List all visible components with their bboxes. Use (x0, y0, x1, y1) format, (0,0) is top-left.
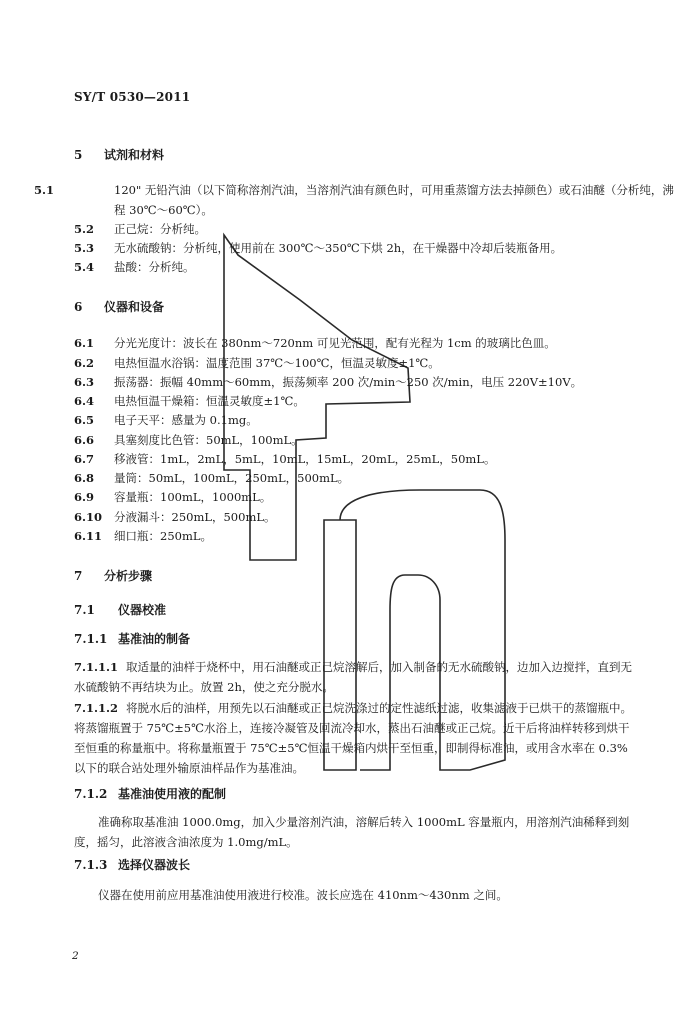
item-6-10: 6.10 分液漏斗：250mL，500mL。 (74, 510, 276, 524)
para-7-1-3: 仪器在使用前应用基准油使用液进行校准。波长应选在 410nm～430nm 之间。 (98, 888, 508, 902)
para-7-1-2: 准确称取基准油 1000.0mg，加入少量溶剂汽油，溶解后转入 1000mL 容量瓶内，用溶剂汽油稀释到刻度，摇匀，此溶液含油浓度为 1.0mg/mL。 (74, 815, 630, 849)
item-6-6: 6.6 具塞刻度比色管：50mL，100mL。 (74, 433, 303, 447)
item-6-1: 6.1 分光光度计：波长在 380nm～720nm 可见光范围，配有光程为 1cm 的玻璃比色皿。 (74, 336, 556, 350)
section-7-1-1-title: 7.1.1 基准油的制备 (74, 632, 191, 646)
item-6-4: 6.4 电热恒温干燥箱：恒温灵敏度±1℃。 (74, 394, 305, 408)
item-6-5: 6.5 电子天平：感量为 0.1mg。 (74, 413, 258, 427)
item-5-4: 5.4 盐酸：分析纯。 (74, 260, 195, 274)
item-6-7: 6.7 移液管：1mL，2mL，5mL，10mL，15mL，20mL，25mL，50mL。 (74, 452, 496, 466)
item-5-2: 5.2 正己烷：分析纯。 (74, 222, 206, 236)
item-6-8: 6.8 量筒：50mL，100mL，250mL，500mL。 (74, 471, 350, 485)
item-5-1: 5.1 120" 无铅汽油（以下简称溶剂汽油，当溶剂汽油有颜色时，可用重蒸馏方法去掉颜色）或石油醚（分析纯，沸程 30℃～60℃）。 (34, 183, 674, 217)
section-7-1-title: 7.1 仪器校准 (74, 603, 167, 617)
section-7-title: 7 分析步骤 (74, 569, 153, 583)
section-7-1-2-title: 7.1.2 基准油使用液的配制 (74, 787, 227, 801)
item-6-2: 6.2 电热恒温水浴锅：温度范围 37℃～100℃，恒温灵敏度±1℃。 (74, 356, 440, 370)
section-6-title: 6 仪器和设备 (74, 300, 165, 314)
item-6-9: 6.9 容量瓶：100mL，1000mL。 (74, 490, 272, 504)
section-7-1-3-title: 7.1.3 选择仪器波长 (74, 858, 191, 872)
item-6-3: 6.3 振荡器：振幅 40mm～60mm，振荡频率 200 次/min～250 次/min，电压 220V±10V。 (74, 375, 583, 389)
para-7-1-1-2: 7.1.1.2 将脱水后的油样，用预先以石油醚或正己烷洗涤过的定性滤纸过滤，收集滤液于已烘干的蒸馏瓶中。将蒸馏瓶置于 75℃±5℃水浴上，连接冷凝管及回流冷却水，蒸出石油醚或正己烷。近干后将油样转移到烘干至恒重的称量瓶中。将称量瓶置于 75℃±5℃恒温干燥箱内烘干至恒重，即制得标准油，或用含水率在 0.3%以下的联合站处理外输原油样品作为基准油。 (74, 701, 633, 775)
page-number: 2 (72, 950, 79, 962)
para-7-1-1-1: 7.1.1.1 取适量的油样于烧杯中，用石油醚或正己烷溶解后，加入制备的无水硫酸钠，边加入边搅拌，直到无水硫酸钠不再结块为止。放置 2h，使之充分脱水。 (74, 660, 633, 694)
item-6-11: 6.11 细口瓶：250mL。 (74, 529, 212, 543)
item-5-3: 5.3 无水硫酸钠：分析纯，使用前在 300℃～350℃下烘 2h，在干燥器中冷却后装瓶备用。 (74, 241, 563, 255)
section-5-title: 5 试剂和材料 (74, 148, 165, 162)
standard-header: SY/T 0530—2011 (74, 90, 191, 104)
